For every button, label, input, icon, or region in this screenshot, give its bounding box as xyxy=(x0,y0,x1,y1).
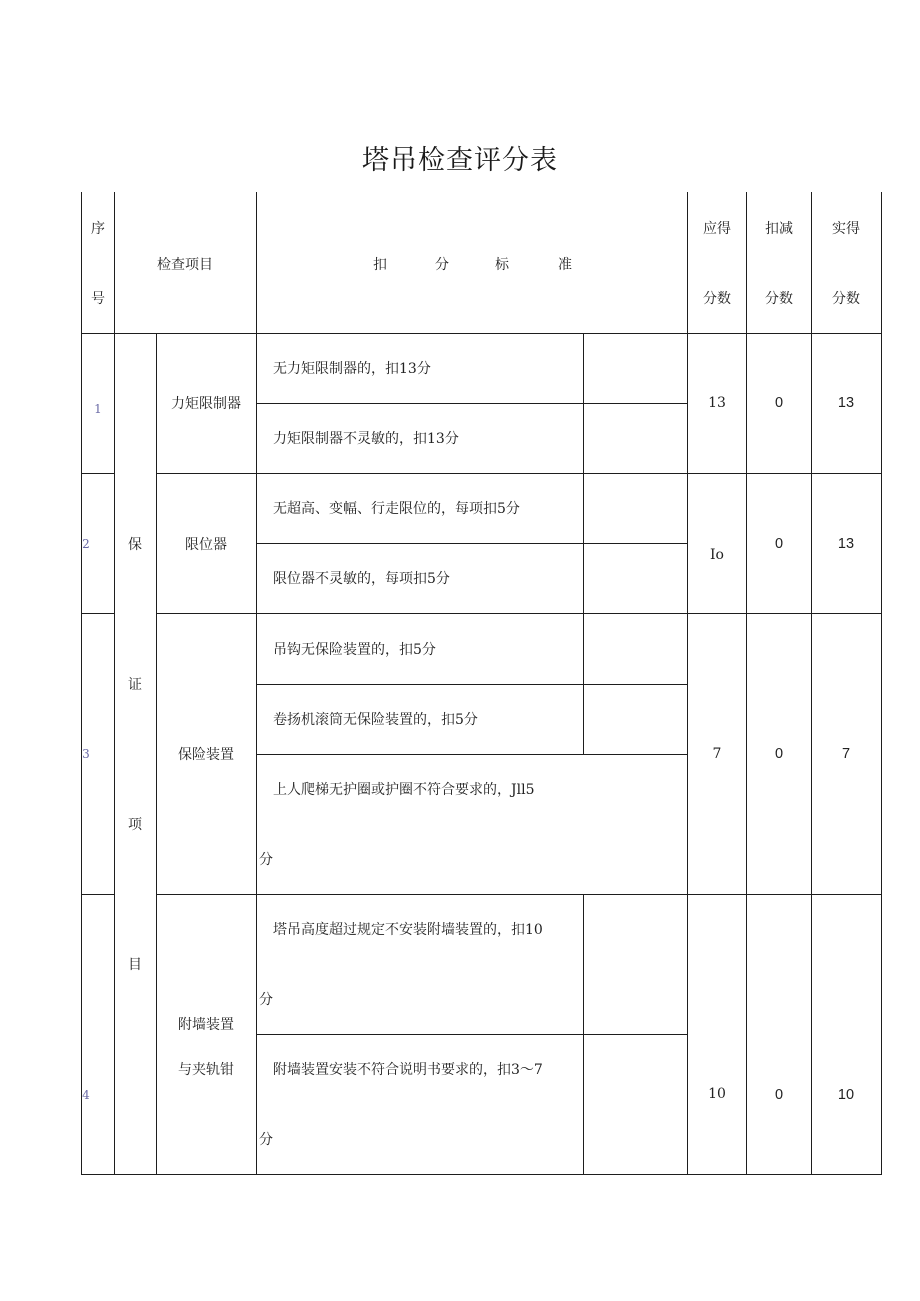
row-seq: 4 xyxy=(82,1088,90,1102)
criteria-text: 限位器不灵敏的，每项扣5分 xyxy=(273,571,450,587)
due-score: 13 xyxy=(708,395,726,411)
header-criteria: 标 xyxy=(495,257,509,273)
header-actual: 分数 xyxy=(832,291,860,307)
criteria-text: 吊钩无保险装置的，扣5分 xyxy=(273,642,436,658)
deduct-score: 0 xyxy=(774,395,784,411)
table-rule xyxy=(156,894,882,895)
row-item: 保险装置 xyxy=(178,747,234,763)
table-rule xyxy=(257,684,688,685)
criteria-text-wrap: 分 xyxy=(259,992,273,1008)
table-rule xyxy=(81,894,115,895)
header-deduct: 分数 xyxy=(765,291,793,307)
header-actual: 实得 xyxy=(832,221,860,237)
table-rule xyxy=(256,192,257,1175)
criteria-text: 卷扬机滚筒无保险装置的，扣5分 xyxy=(273,712,478,728)
header-criteria: 扣 xyxy=(373,257,387,273)
table-rule xyxy=(156,613,882,614)
header-deduct: 扣减 xyxy=(765,221,793,237)
table-rule xyxy=(81,333,882,334)
criteria-text: 上人爬梯无护圈或护圈不符合要求的，Jll5 xyxy=(273,782,535,798)
deduct-score: 0 xyxy=(774,746,784,762)
header-criteria: 分 xyxy=(435,257,449,273)
table-rule xyxy=(811,192,812,1175)
category-label: 目 xyxy=(128,957,142,973)
category-label: 证 xyxy=(128,677,142,693)
criteria-text-wrap: 分 xyxy=(259,1132,273,1148)
row-item: 附墙装置 xyxy=(178,1017,234,1033)
table-rule xyxy=(257,754,688,755)
row-seq: 1 xyxy=(94,402,102,416)
category-label: 项 xyxy=(128,817,142,833)
criteria-text: 附墙装置安装不符合说明书要求的，扣3～7 xyxy=(273,1062,543,1078)
actual-score: 10 xyxy=(837,1087,855,1103)
due-score: 10 xyxy=(708,1086,726,1102)
row-seq: 2 xyxy=(82,537,90,551)
actual-score: 7 xyxy=(841,746,851,762)
table-rule xyxy=(583,894,584,1175)
header-seq: 号 xyxy=(91,291,105,307)
criteria-text: 无超高、变幅、行走限位的，每项扣5分 xyxy=(273,501,520,517)
row-seq: 3 xyxy=(82,747,90,761)
criteria-text: 力矩限制器不灵敏的，扣13分 xyxy=(273,431,459,447)
row-item: 力矩限制器 xyxy=(171,396,241,412)
table-rule xyxy=(81,192,82,1175)
actual-score: 13 xyxy=(837,395,855,411)
table-rule xyxy=(257,403,688,404)
header-criteria: 准 xyxy=(558,257,572,273)
due-score: 7 xyxy=(712,746,722,762)
header-due: 应得 xyxy=(703,221,731,237)
row-item: 与夹轨钳 xyxy=(178,1062,234,1078)
table-rule xyxy=(81,613,115,614)
deduct-score: 0 xyxy=(774,536,784,552)
category-label: 保 xyxy=(128,537,142,553)
table-rule xyxy=(81,473,115,474)
table-rule xyxy=(81,1174,882,1175)
criteria-text-wrap: 分 xyxy=(259,852,273,868)
due-score: Io xyxy=(710,547,724,563)
header-seq: 序 xyxy=(91,221,105,237)
actual-score: 13 xyxy=(837,536,855,552)
table-rule xyxy=(746,192,747,1175)
criteria-text: 无力矩限制器的，扣13分 xyxy=(273,361,431,377)
table-rule xyxy=(156,333,157,1175)
header-item: 检查项目 xyxy=(157,257,213,273)
row-item: 限位器 xyxy=(185,537,227,553)
criteria-text: 塔吊高度超过规定不安装附墙装置的，扣10 xyxy=(273,922,543,938)
page-title: 塔吊检查评分表 xyxy=(362,145,558,176)
table-rule xyxy=(687,192,688,1175)
table-rule xyxy=(114,192,115,1175)
table-rule xyxy=(257,543,688,544)
table-rule xyxy=(583,333,584,754)
table-rule xyxy=(257,1034,688,1035)
header-due: 分数 xyxy=(703,291,731,307)
deduct-score: 0 xyxy=(774,1087,784,1103)
table-rule xyxy=(881,192,882,1175)
table-rule xyxy=(156,473,882,474)
